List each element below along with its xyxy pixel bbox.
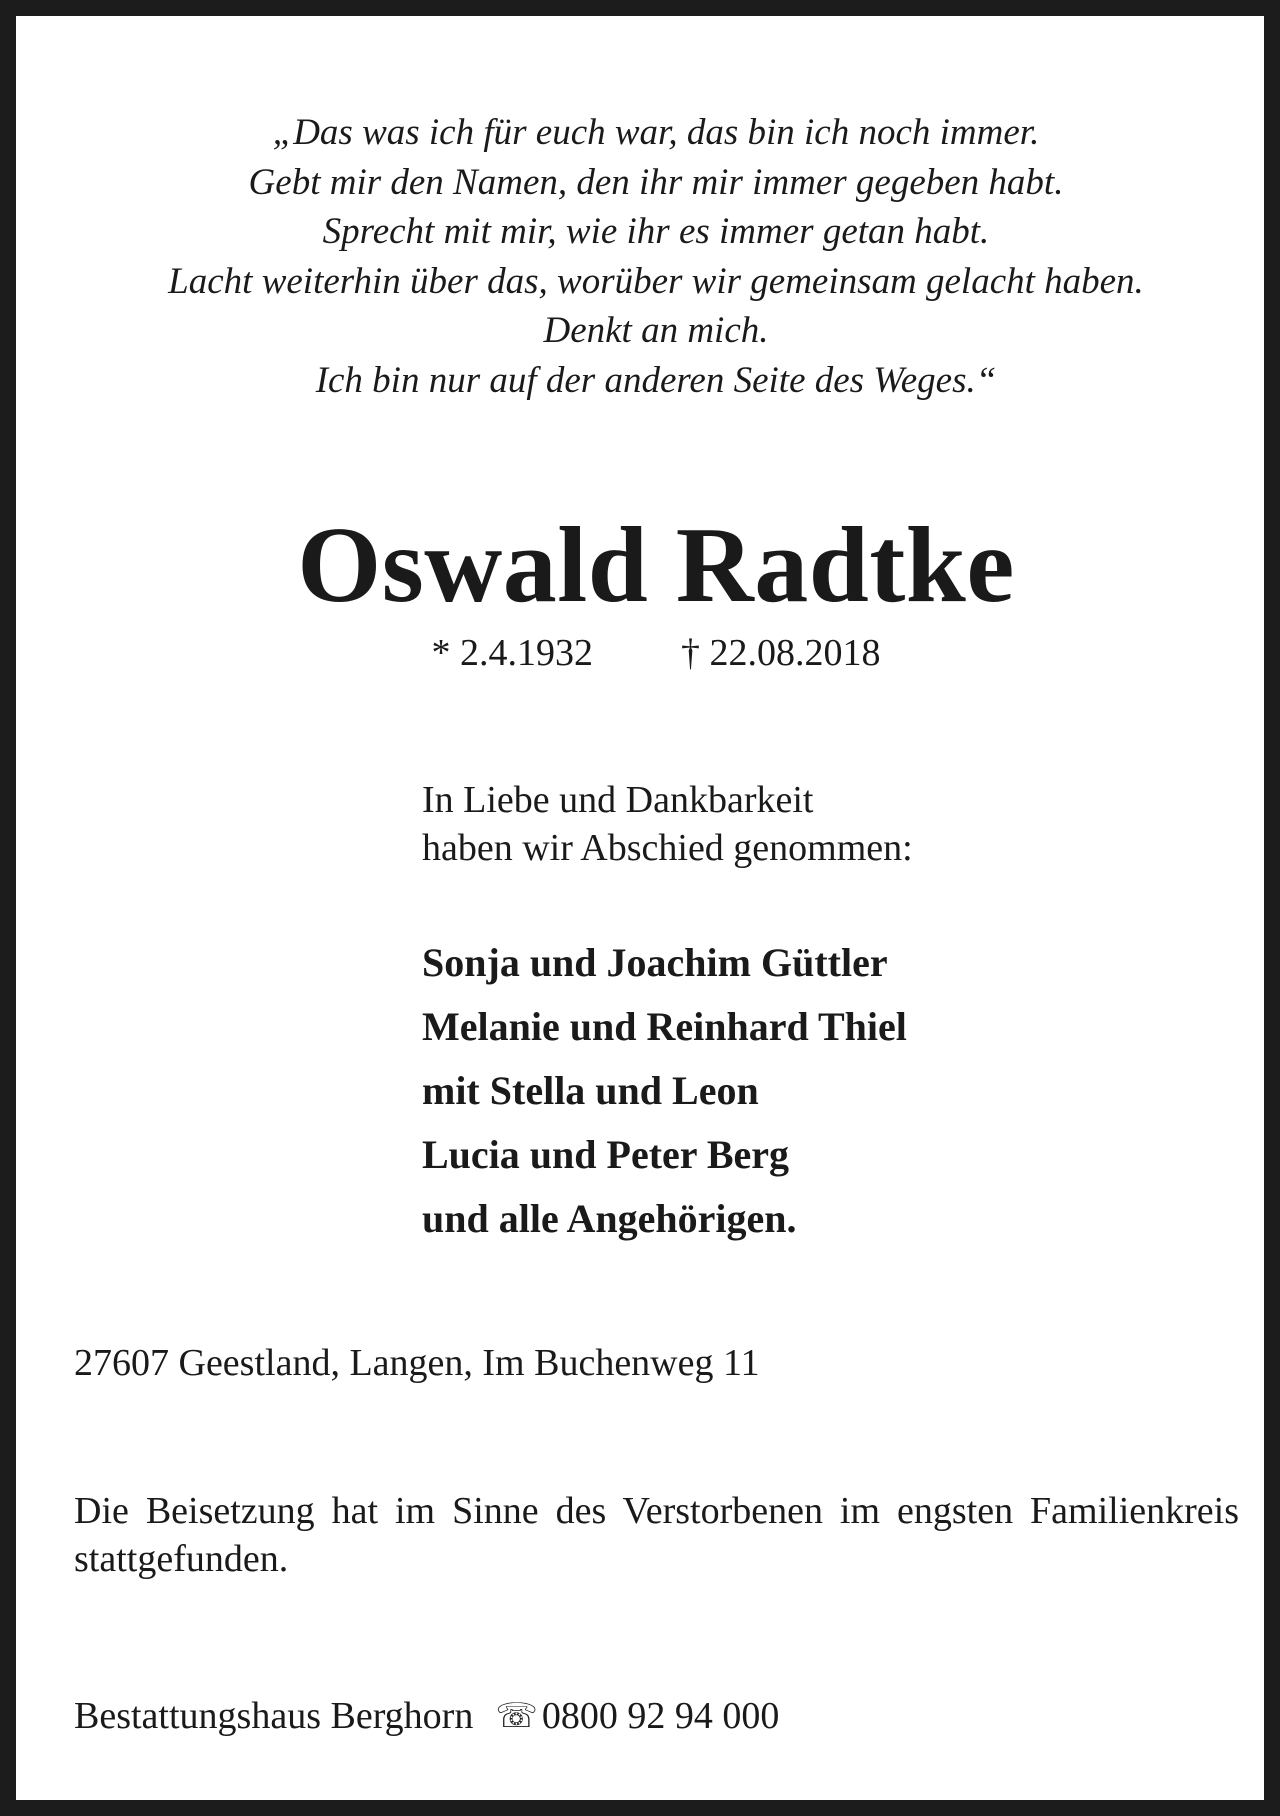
quote-line: Sprecht mit mir, wie ihr es immer getan habt. [322, 211, 990, 252]
birth-date: * 2.4.1932 [431, 632, 593, 674]
mourner-entry: mit Stella und Leon [422, 1068, 759, 1113]
quote-line: Ich bin nur auf der anderen Seite des Weges.“ [315, 359, 997, 401]
quote-line: Lacht weiterhin über das, worüber wir gemeinsam gelacht haben. [168, 260, 1144, 302]
funeral-home-phone: 0800 92 94 000 [541, 1695, 780, 1737]
life-dates [56, 628, 1256, 678]
deceased-name: Oswald Radtke [297, 506, 1015, 625]
mourners-list [422, 931, 907, 1251]
funeral-home-line [74, 1692, 779, 1741]
mourner-entry: Sonja und Joachim Güttler [422, 940, 888, 985]
burial-notice: Die Beisetzung hat im Sinne des Verstorbenen im engsten Familienkreis stattgefunden. [74, 1490, 1239, 1580]
mourner-entry: und alle Angehörigen. [422, 1196, 797, 1241]
telephone-icon: ☏ [495, 1698, 538, 1735]
death-date: † 22.08.2018 [681, 632, 881, 674]
quote-line: „Das was ich für euch war, das bin ich noch immer. [272, 112, 1040, 153]
farewell-intro-line: haben wir Abschied genommen: [422, 827, 913, 869]
mourner-entry: Lucia und Peter Berg [422, 1132, 790, 1177]
memorial-quote [56, 108, 1256, 405]
funeral-home-name: Bestattungshaus Berghorn [74, 1695, 474, 1737]
farewell-intro-line: In Liebe und Dankbarkeit [422, 779, 814, 821]
quote-line: Denkt an mich. [543, 310, 769, 351]
mourner-entry: Melanie und Reinhard Thiel [422, 1004, 907, 1049]
family-address: 27607 Geestland, Langen, Im Buchenweg 11 [74, 1342, 760, 1384]
farewell-intro [422, 776, 913, 872]
quote-line: Gebt mir den Namen, den ihr mir immer gegeben habt. [248, 161, 1064, 203]
